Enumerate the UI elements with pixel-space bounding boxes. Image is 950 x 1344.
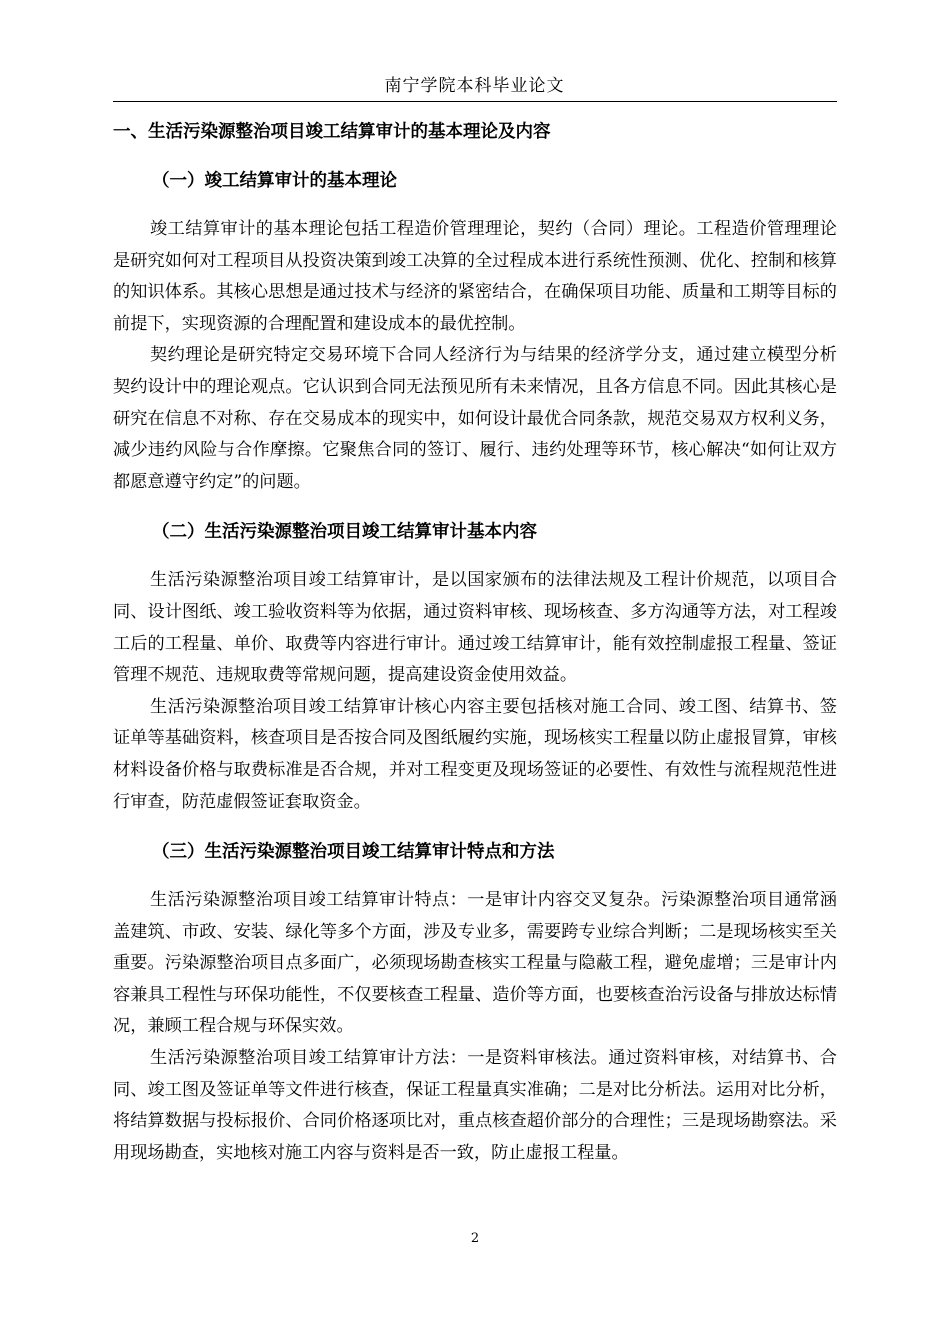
running-header: 南宁学院本科毕业论文: [384, 76, 565, 96]
paragraph: 竣工结算审计的基本理论包括工程造价管理理论，契约（合同）理论。工程造价管理理论是研究如何对工程项目从投资决策到竣工决算的全过程成本进行系统性预测、优化、控制和核算的知识体系。其核心思想是通过技术与经济的紧密结合，在确保项目功能、质量和工期等目标的前提下，实现资源的合理配置和建设成本的最优控制。: [113, 219, 837, 334]
subsection-heading-1: （一）竣工结算审计的基本理论: [152, 171, 397, 191]
paragraph: 生活污染源整治项目竣工结算审计方法：一是资料审核法。通过资料审核，对结算书、合同、竣工图及签证单等文件进行核查，保证工程量真实准确；二是对比分析法。运用对比分析，将结算数据与投标报价、合同价格逐项比对，重点核查超价部分的合理性；三是现场勘察法。采用现场勘查，实地核对施工内容与资料是否一致，防止虚报工程量。: [113, 1048, 837, 1163]
paragraph: 生活污染源整治项目竣工结算审计，是以国家颁布的法律法规及工程计价规范，以项目合同、设计图纸、竣工验收资料等为依据，通过资料审核、现场核查、多方沟通等方法，对工程竣工后的工程量、单价、取费等内容进行审计。通过竣工结算审计，能有效控制虚报工程量、签证管理不规范、违规取费等常规问题，提高建设资金使用效益。: [113, 570, 837, 686]
paragraph: 生活污染源整治项目竣工结算审计核心内容主要包括核对施工合同、竣工图、结算书、签证单等基础资料，核查项目是否按合同及图纸履约实施，现场核实工程量以防止虚报冒算，审核材料设备价格与取费标准是否合规，并对工程变更及现场签证的必要性、有效性与流程规范性进行审查，防范虚假签证套取资金。: [113, 696, 837, 812]
header-rule: [113, 101, 837, 102]
subsection-heading-2: （二）生活污染源整治项目竣工结算审计基本内容: [152, 522, 537, 543]
subsection-heading-3: （三）生活污染源整治项目竣工结算审计特点和方法: [152, 842, 555, 863]
page-number: 2: [470, 1231, 480, 1246]
chapter-heading: 一、生活污染源整治项目竣工结算审计的基本理论及内容: [113, 122, 551, 142]
paragraph: 生活污染源整治项目竣工结算审计特点：一是审计内容交叉复杂。污染源整治项目通常涵盖建筑、市政、安装、绿化等多个方面，涉及专业多，需要跨专业综合判断；二是现场核实至关重要。污染源整治项目点多面广，必须现场勘查核实工程量与隐蔽工程，避免虚增；三是审计内容兼具工程性与环保功能性，不仅要核查工程量、造价等方面，也要核查治污设备与排放达标情况，兼顾工程合规与环保实效。: [113, 890, 837, 1037]
page-body: [113, 116, 837, 1169]
paragraph: 契约理论是研究特定交易环境下合同人经济行为与结果的经济学分支，通过建立模型分析契约设计中的理论观点。它认识到合同无法预见所有未来情况，且各方信息不同。因此其核心是研究在信息不对称、存在交易成本的现实中，如何设计最优合同条款，规范交易双方权利义务，减少违约风险与合作摩擦。它聚焦合同的签订、履行、违约处理等环节，核心解决“如何让双方都愿意遵守约定”的问题。: [113, 345, 837, 492]
